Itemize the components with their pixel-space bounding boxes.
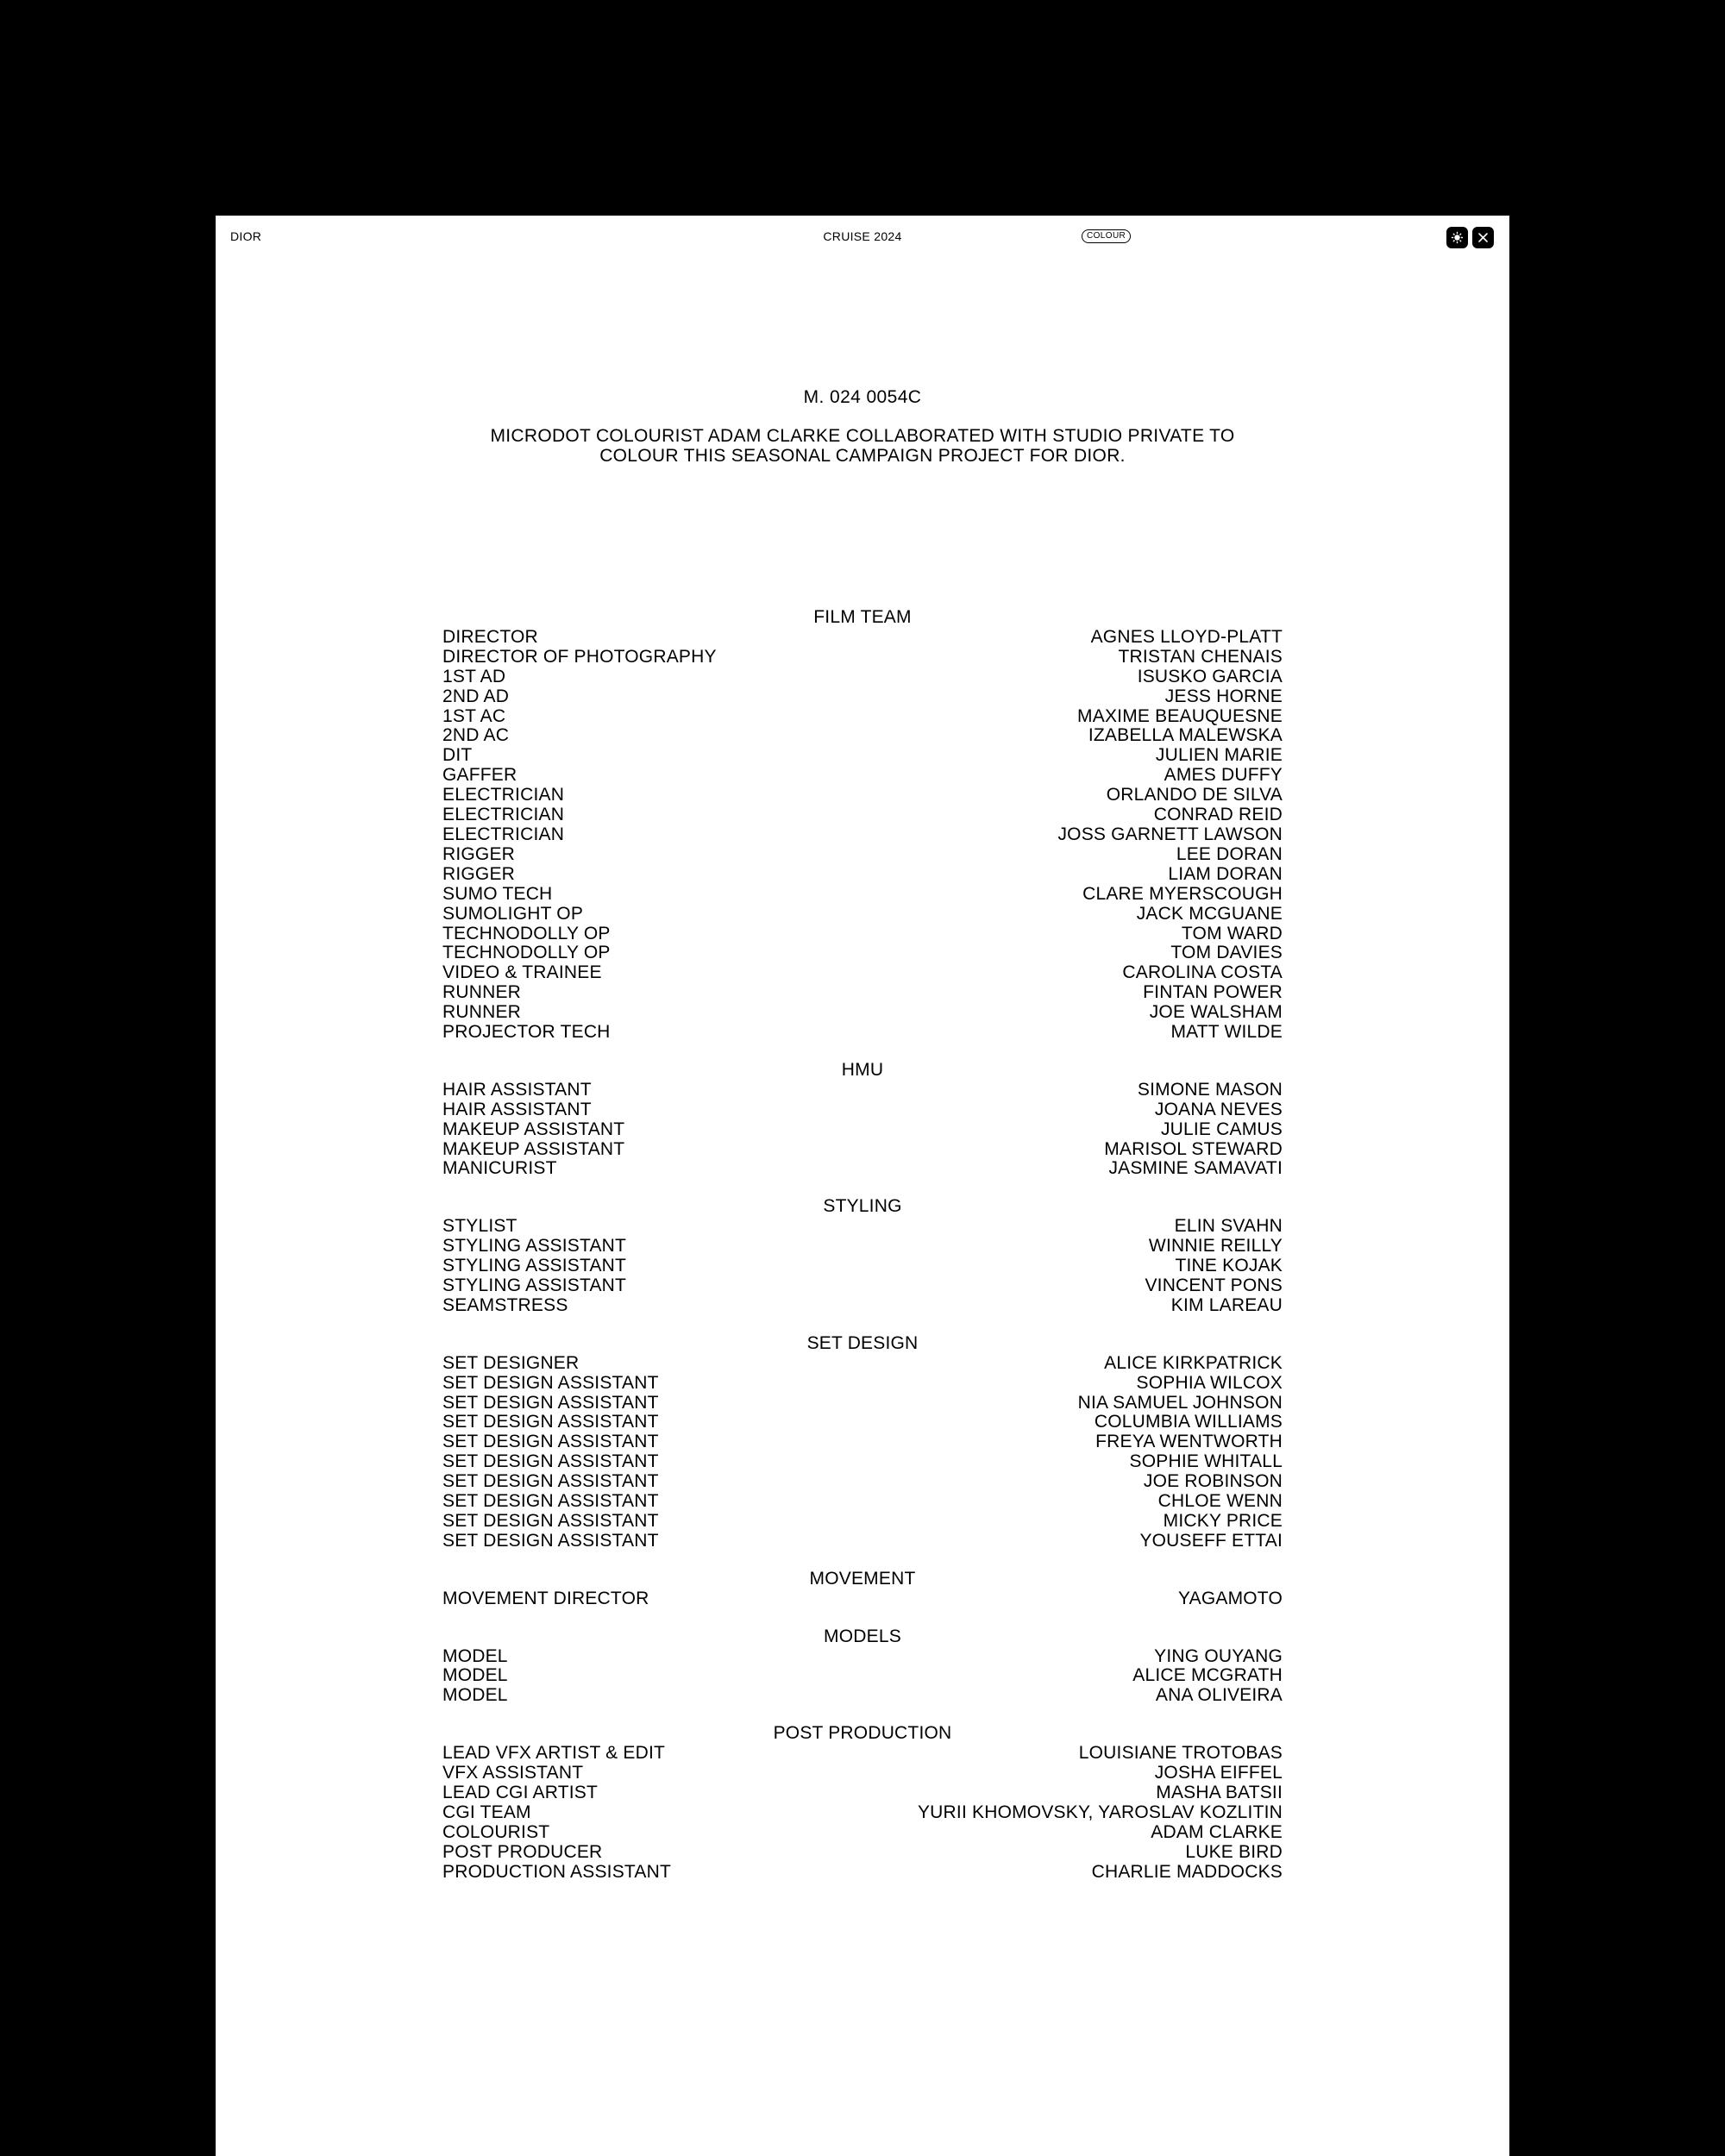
credit-name: LEE DORAN	[1176, 843, 1283, 864]
project-code: M. 024 0054C	[803, 387, 922, 407]
credit-row	[442, 1472, 1283, 1492]
credit-section	[442, 1570, 1283, 1609]
credit-role: 2ND AD	[442, 686, 510, 706]
credit-row	[442, 865, 1283, 885]
section-title: SET DESIGN	[806, 1332, 919, 1353]
credit-role: PRODUCTION ASSISTANT	[442, 1861, 671, 1882]
credit-role: TECHNODOLLY OP	[442, 943, 611, 963]
credit-name: NIA SAMUEL JOHNSON	[1077, 1392, 1283, 1413]
credit-name: YING OUYANG	[1154, 1645, 1283, 1666]
credit-role: SET DESIGN ASSISTANT	[442, 1530, 659, 1551]
credit-name: ADAM CLARKE	[1151, 1821, 1283, 1842]
credit-role: SET DESIGN ASSISTANT	[442, 1432, 659, 1452]
credit-role: ELECTRICIAN	[442, 805, 565, 825]
credit-row	[442, 1120, 1283, 1140]
credit-section	[442, 1197, 1283, 1315]
credit-role: SET DESIGN ASSISTANT	[442, 1471, 659, 1492]
credit-row	[442, 1647, 1283, 1667]
credit-row	[442, 1843, 1283, 1863]
credit-name: CHLOE WENN	[1157, 1491, 1283, 1512]
credit-row	[442, 1432, 1283, 1452]
credit-role: STYLING ASSISTANT	[442, 1275, 627, 1295]
credit-row	[442, 1764, 1283, 1783]
credit-row	[442, 1003, 1283, 1023]
credit-role: MANICURIST	[442, 1158, 557, 1179]
close-button[interactable]	[1472, 227, 1494, 248]
credit-row	[442, 1666, 1283, 1686]
credit-role: ELECTRICIAN	[442, 785, 565, 805]
credit-role: 2ND AC	[442, 725, 510, 746]
credit-role: SUMOLIGHT OP	[442, 903, 584, 924]
credit-name: ISUSKO GARCIA	[1137, 666, 1283, 686]
credit-role: MODEL	[442, 1685, 508, 1706]
credit-row	[442, 1532, 1283, 1551]
credit-row	[442, 905, 1283, 924]
credit-role: POST PRODUCER	[442, 1841, 603, 1862]
credit-role: SET DESIGNER	[442, 1352, 580, 1373]
credit-row	[442, 1492, 1283, 1512]
credit-name: AGNES LLOYD-PLATT	[1090, 626, 1283, 647]
credit-row	[442, 924, 1283, 944]
credit-row	[442, 1296, 1283, 1316]
credit-name: LIAM DORAN	[1168, 863, 1283, 884]
credit-name: ELIN SVAHN	[1174, 1216, 1283, 1237]
credit-name: JOSS GARNETT LAWSON	[1057, 824, 1283, 844]
credit-row	[442, 1100, 1283, 1120]
credit-name: MARISOL STEWARD	[1104, 1138, 1283, 1159]
credit-name: JULIEN MARIE	[1155, 745, 1283, 766]
credit-role: SET DESIGN ASSISTANT	[442, 1412, 659, 1432]
section-title: POST PRODUCTION	[773, 1723, 952, 1744]
credit-name: JOSHA EIFFEL	[1154, 1763, 1283, 1783]
credit-role: STYLING ASSISTANT	[442, 1236, 627, 1257]
credit-name: CAROLINA COSTA	[1122, 962, 1283, 983]
credit-section	[442, 1627, 1283, 1707]
credit-role: DIRECTOR OF PHOTOGRAPHY	[442, 646, 717, 667]
credit-role: RIGGER	[442, 863, 516, 884]
credit-row	[442, 1023, 1283, 1043]
credit-role: VIDEO & TRAINEE	[442, 962, 602, 983]
credit-row	[442, 1081, 1283, 1100]
credit-name: JACK MCGUANE	[1136, 903, 1283, 924]
credit-name: SIMONE MASON	[1137, 1079, 1283, 1100]
credit-role: LEAD CGI ARTIST	[442, 1782, 598, 1802]
credit-name: TOM DAVIES	[1170, 943, 1283, 963]
credit-role: VFX ASSISTANT	[442, 1763, 584, 1783]
credit-name: LOUISIANE TROTOBAS	[1078, 1743, 1283, 1764]
credit-row	[442, 1276, 1283, 1296]
credit-role: SET DESIGN ASSISTANT	[442, 1392, 659, 1413]
credit-role: MODEL	[442, 1645, 508, 1666]
section-title: MODELS	[824, 1626, 901, 1646]
credit-row	[442, 726, 1283, 746]
credit-row	[442, 1374, 1283, 1394]
credit-row	[442, 707, 1283, 727]
credit-role: SET DESIGN ASSISTANT	[442, 1372, 659, 1393]
credit-name: AMES DUFFY	[1164, 765, 1283, 786]
credit-section	[442, 608, 1283, 1043]
credit-row	[442, 825, 1283, 845]
section-title: FILM TEAM	[813, 607, 912, 627]
credit-row	[442, 1863, 1283, 1883]
credit-role: 1ST AD	[442, 666, 506, 686]
credit-name: CONRAD REID	[1153, 805, 1283, 825]
section-title: MOVEMENT	[809, 1568, 916, 1589]
credit-row	[442, 1783, 1283, 1803]
project-title: CRUISE 2024	[823, 229, 902, 243]
credit-name: CLARE MYERSCOUGH	[1082, 883, 1283, 904]
credit-name: MASHA BATSII	[1156, 1782, 1283, 1802]
credit-role: STYLIST	[442, 1216, 518, 1237]
credit-row	[442, 786, 1283, 805]
brand-link[interactable]: DIOR	[230, 229, 262, 243]
credit-row	[442, 1413, 1283, 1432]
credit-name: JULIE CAMUS	[1160, 1119, 1283, 1139]
credit-row	[442, 1686, 1283, 1706]
credit-section	[442, 1724, 1283, 1882]
credit-row	[442, 628, 1283, 648]
credit-name: JOE WALSHAM	[1149, 1002, 1283, 1023]
credit-name: MICKY PRICE	[1163, 1510, 1283, 1531]
credit-role: TECHNODOLLY OP	[442, 923, 611, 943]
project-description: MICRODOT COLOURIST ADAM CLARKE COLLABORATED WITH STUDIO PRIVATE TO COLOUR THIS SEASONAL CAMPAIGN PROJECT FOR DIOR.	[490, 426, 1235, 466]
credit-row	[442, 1217, 1283, 1237]
credit-name: TINE KOJAK	[1175, 1256, 1283, 1276]
credit-role: MAKEUP ASSISTANT	[442, 1138, 625, 1159]
credit-row	[442, 1803, 1283, 1823]
credit-row	[442, 963, 1283, 983]
credit-row	[442, 746, 1283, 766]
credit-role: DIT	[442, 745, 473, 766]
credit-role: MAKEUP ASSISTANT	[442, 1119, 625, 1139]
credit-name: LUKE BIRD	[1185, 1841, 1283, 1862]
credit-name: IZABELLA MALEWSKA	[1088, 725, 1283, 746]
colour-tag[interactable]: COLOUR	[1082, 229, 1131, 243]
credit-name: COLUMBIA WILLIAMS	[1094, 1412, 1283, 1432]
credit-role: HAIR ASSISTANT	[442, 1079, 592, 1100]
credit-role: DIRECTOR	[442, 626, 538, 647]
credits-list	[442, 608, 1283, 1900]
credit-role: SET DESIGN ASSISTANT	[442, 1510, 659, 1531]
credit-role: RIGGER	[442, 843, 516, 864]
credit-role: SUMO TECH	[442, 883, 553, 904]
credit-row	[442, 687, 1283, 707]
credit-row	[442, 1823, 1283, 1843]
section-title: STYLING	[823, 1196, 902, 1217]
credit-name: ANA OLIVEIRA	[1155, 1685, 1283, 1706]
top-bar	[216, 216, 1509, 259]
credit-name: JASMINE SAMAVATI	[1108, 1158, 1283, 1179]
credit-role: RUNNER	[442, 982, 522, 1003]
credit-role: ELECTRICIAN	[442, 824, 565, 844]
credit-name: ALICE KIRKPATRICK	[1104, 1352, 1283, 1373]
section-title: HMU	[841, 1059, 884, 1080]
credit-row	[442, 1159, 1283, 1179]
credit-name: SOPHIA WILCOX	[1136, 1372, 1283, 1393]
credit-name: TRISTAN CHENAIS	[1118, 646, 1283, 667]
credit-role: GAFFER	[442, 765, 518, 786]
credit-name: YURII KHOMOVSKY, YAROSLAV KOZLITIN	[917, 1802, 1283, 1822]
credit-name: FREYA WENTWORTH	[1095, 1432, 1283, 1452]
credit-role: SEAMSTRESS	[442, 1294, 568, 1315]
credit-row	[442, 943, 1283, 963]
credit-role: SET DESIGN ASSISTANT	[442, 1491, 659, 1512]
credit-role: SET DESIGN ASSISTANT	[442, 1451, 659, 1472]
credit-name: WINNIE REILLY	[1148, 1236, 1283, 1257]
credit-row	[442, 667, 1283, 687]
credit-name: YOUSEFF ETTAI	[1139, 1530, 1283, 1551]
credit-row	[442, 1140, 1283, 1160]
credit-name: MATT WILDE	[1170, 1022, 1283, 1043]
credit-name: SOPHIE WHITALL	[1129, 1451, 1283, 1472]
theme-toggle-icon	[1446, 227, 1468, 248]
credit-row	[442, 766, 1283, 786]
credit-name: JOE ROBINSON	[1143, 1471, 1283, 1492]
credit-name: CHARLIE MADDOCKS	[1091, 1861, 1283, 1882]
credit-row	[442, 845, 1283, 865]
credit-name: ALICE MCGRATH	[1132, 1665, 1283, 1686]
credit-role: MODEL	[442, 1665, 508, 1686]
credit-row	[442, 1512, 1283, 1532]
credit-row	[442, 1354, 1283, 1374]
credit-role: CGI TEAM	[442, 1802, 531, 1822]
credit-role: PROJECTOR TECH	[442, 1022, 611, 1043]
credit-role: HAIR ASSISTANT	[442, 1099, 592, 1119]
theme-toggle-button[interactable]	[1446, 227, 1468, 248]
close-icon	[1472, 227, 1494, 248]
credit-section	[442, 1061, 1283, 1179]
credit-name: FINTAN POWER	[1143, 982, 1283, 1003]
project-panel	[216, 216, 1509, 2156]
credit-row	[442, 1237, 1283, 1257]
credit-role: MOVEMENT DIRECTOR	[442, 1588, 649, 1608]
credit-name: ORLANDO DE SILVA	[1106, 785, 1283, 805]
credit-row	[442, 648, 1283, 667]
credit-name: VINCENT PONS	[1145, 1275, 1283, 1295]
credit-section	[442, 1334, 1283, 1551]
credit-row	[442, 983, 1283, 1003]
credit-name: TOM WARD	[1181, 923, 1283, 943]
credit-row	[442, 1257, 1283, 1276]
credit-row	[442, 885, 1283, 905]
credit-role: COLOURIST	[442, 1821, 550, 1842]
credit-role: LEAD VFX ARTIST & EDIT	[442, 1743, 666, 1764]
credit-role: 1ST AC	[442, 705, 506, 726]
credit-name: JOANA NEVES	[1154, 1099, 1283, 1119]
credit-name: KIM LAREAU	[1170, 1294, 1283, 1315]
credit-row	[442, 1744, 1283, 1764]
credit-role: STYLING ASSISTANT	[442, 1256, 627, 1276]
credit-row	[442, 1394, 1283, 1413]
credit-row	[442, 1452, 1283, 1472]
credit-role: RUNNER	[442, 1002, 522, 1023]
credit-name: YAGAMOTO	[1177, 1588, 1283, 1608]
credit-name: MAXIME BEAUQUESNE	[1077, 705, 1283, 726]
credit-row	[442, 1589, 1283, 1609]
credit-name: JESS HORNE	[1164, 686, 1283, 706]
credit-row	[442, 805, 1283, 825]
